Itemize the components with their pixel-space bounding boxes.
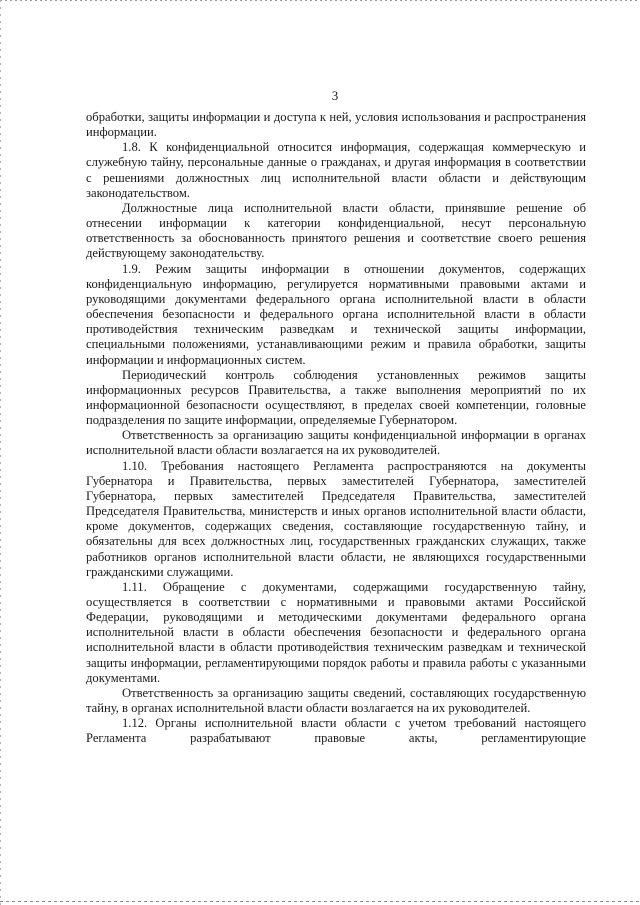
paragraph-confidential-responsibility: Ответственность за организацию защиты конфиденциальной информации в органах исполнительной власти области возлагается на их руководителей. — [86, 428, 586, 458]
paragraph-1-12: 1.12. Органы исполнительной власти области с учетом требований настоящего Регламента разрабатывают правовые акты, регламентирующие — [86, 716, 586, 746]
paragraph-periodic-control: Периодический контроль соблюдения установленных режимов защиты информационных ресурсов Правительства, а также выполнения мероприятий по их информационной безопасности осуществляют, в пределах своей компетенции, головные подразделения по защите информации, определяемые Губернатором. — [86, 367, 586, 428]
scan-edge-bottom — [0, 901, 640, 902]
scan-edge-top — [0, 0, 640, 1]
paragraph-1-10: 1.10. Требования настоящего Регламента распространяются на документы Губернатора и Правительства, первых заместителей Губернатора, заместителей Губернатора, первых заместителей Председателя Правительства, заместителей Председателя Правительства, министерств и иных органов исполнительной власти области, кроме документов, содержащих сведения, составляющие государственную тайну, и обязательны для всех должностных лиц, государственных гражданских служащих, также работников органов исполнительной власти области, не являющихся государственными гражданскими служащими. — [86, 458, 586, 579]
paragraph-1-9: 1.9. Режим защиты информации в отношении документов, содержащих конфиденциальную информацию, регулируется нормативными правовыми актами и руководящими документами федерального органа исполнительной власти в области обеспечения безопасности и федерального органа исполнительной власти в области противодействия техническим разведкам и технической защиты информации, специальными положениями, устанавливающими режим и правила обработки, защиты информации и информационных систем. — [86, 261, 586, 367]
paragraph-1-8: 1.8. К конфиденциальной относится информация, содержащая коммерческую и служебную тайну, персональные данные о гражданах, и другая информация в соответствии с решениями должностных лиц исполнительной власти области и действующим законодательством. — [86, 140, 586, 200]
paragraph-officials-responsibility: Должностные лица исполнительной власти области, принявшие решение об отнесении информации к категории конфиденциальной, несут персональную ответственность за обоснованность принятого решения и соответствие своего решения действующему законодательству. — [86, 200, 586, 261]
paragraph-1-11: 1.11. Обращение с документами, содержащими государственную тайну, осуществляется в соответствии с нормативными и правовыми актами Российской Федерации, руководящими и методическими документами федерального органа исполнительной власти в области обеспечения безопасности и федерального органа исполнительной власти в области противодействия техническим разведкам и технической защиты информации, регламентирующими порядок работы и правила работы с указанными документами. — [86, 579, 586, 685]
scan-edge-left — [0, 0, 1, 905]
paragraph-state-secret-responsibility: Ответственность за организацию защиты сведений, составляющих государственную тайну, в органах исполнительной власти области возлагается на их руководителей. — [86, 685, 586, 716]
page-number: 3 — [331, 88, 339, 103]
document-body — [86, 110, 586, 747]
paragraph-continued: обработки, защиты информации и доступа к ней, условия использования и распространения информации. — [86, 110, 586, 140]
